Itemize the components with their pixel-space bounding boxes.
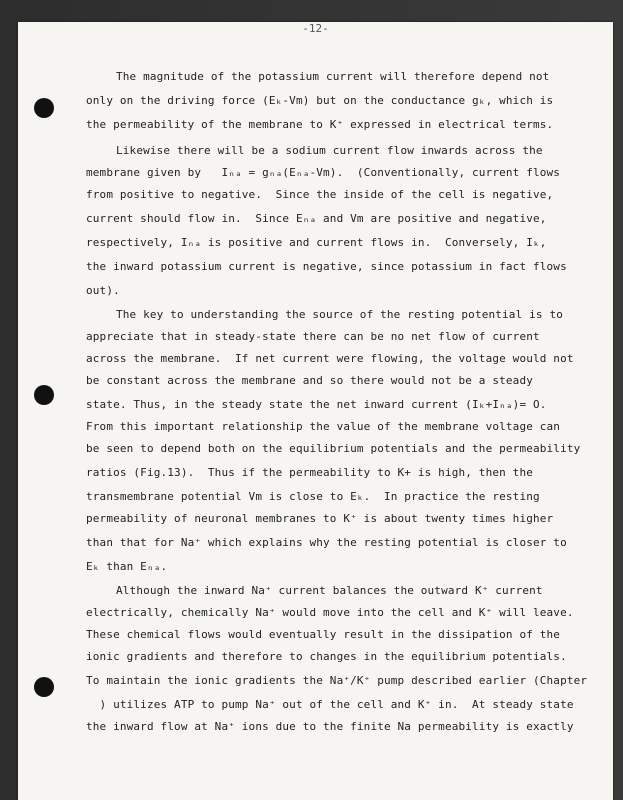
text-line: the inward flow at Na⁺ ions due to the finite Na permeability is exactly — [86, 720, 574, 733]
text-line: From this important relationship the value of the membrane voltage can — [86, 420, 561, 433]
text-line: Although the inward Na⁺ current balances the outward K⁺ current — [116, 584, 543, 597]
text-line: electrically, chemically Na⁺ would move into the cell and K⁺ will leave. — [86, 606, 574, 619]
text-line: Eₖ than Eₙₐ. — [86, 560, 168, 573]
text-line: the inward potassium current is negative, since potassium in fact flows — [86, 260, 567, 273]
text-line: The magnitude of the potassium current will therefore depend not — [116, 70, 550, 83]
text-line: be seen to depend both on the equilibrium potentials and the permeability — [86, 442, 581, 455]
text-line: The key to understanding the source of the resting potential is to — [116, 308, 563, 321]
text-line: across the membrane. If net current were flowing, the voltage would not — [86, 352, 574, 365]
text-line: respectively, Iₙₐ is positive and current flows in. Conversely, Iₖ, — [86, 236, 547, 249]
text-line: current should flow in. Since Eₙₐ and Vm are positive and negative, — [86, 212, 547, 225]
text-line: be constant across the membrane and so there would not be a steady — [86, 374, 533, 387]
punch-hole-bottom — [34, 677, 54, 697]
punch-hole-middle — [34, 385, 54, 405]
text-line: only on the driving force (Eₖ-Vm) but on the conductance gₖ, which is — [86, 94, 554, 107]
text-line: transmembrane potential Vm is close to Eₖ. In practice the resting — [86, 490, 540, 503]
text-line: These chemical flows would eventually result in the dissipation of the — [86, 628, 561, 641]
document-page — [18, 22, 613, 800]
text-line: state. Thus, in the steady state the net inward current (Iₖ+Iₙₐ)= O. — [86, 398, 547, 411]
text-line: ratios (Fig.13). Thus if the permeability to K+ is high, then the — [86, 466, 533, 479]
punch-hole-top — [34, 98, 54, 118]
text-line: To maintain the ionic gradients the Na⁺/K⁺ pump described earlier (Chapter — [86, 674, 588, 687]
text-line: ) utilizes ATP to pump Na⁺ out of the cell and K⁺ in. At steady state — [86, 698, 574, 711]
text-line: from positive to negative. Since the inside of the cell is negative, — [86, 188, 554, 201]
text-line: out). — [86, 284, 120, 297]
text-line: appreciate that in steady-state there can be no net flow of current — [86, 330, 540, 343]
text-line: ionic gradients and therefore to changes in the equilibrium potentials. — [86, 650, 567, 663]
page-number: -12- — [302, 22, 329, 35]
text-line: Likewise there will be a sodium current flow inwards across the — [116, 144, 543, 157]
text-line: membrane given by Iₙₐ = gₙₐ(Eₙₐ-Vm). (Conventionally, current flows — [86, 166, 561, 179]
text-line: permeability of neuronal membranes to K⁺ is about twenty times higher — [86, 512, 554, 525]
text-line: the permeability of the membrane to K⁺ expressed in electrical terms. — [86, 118, 554, 131]
text-line: than that for Na⁺ which explains why the resting potential is closer to — [86, 536, 567, 549]
